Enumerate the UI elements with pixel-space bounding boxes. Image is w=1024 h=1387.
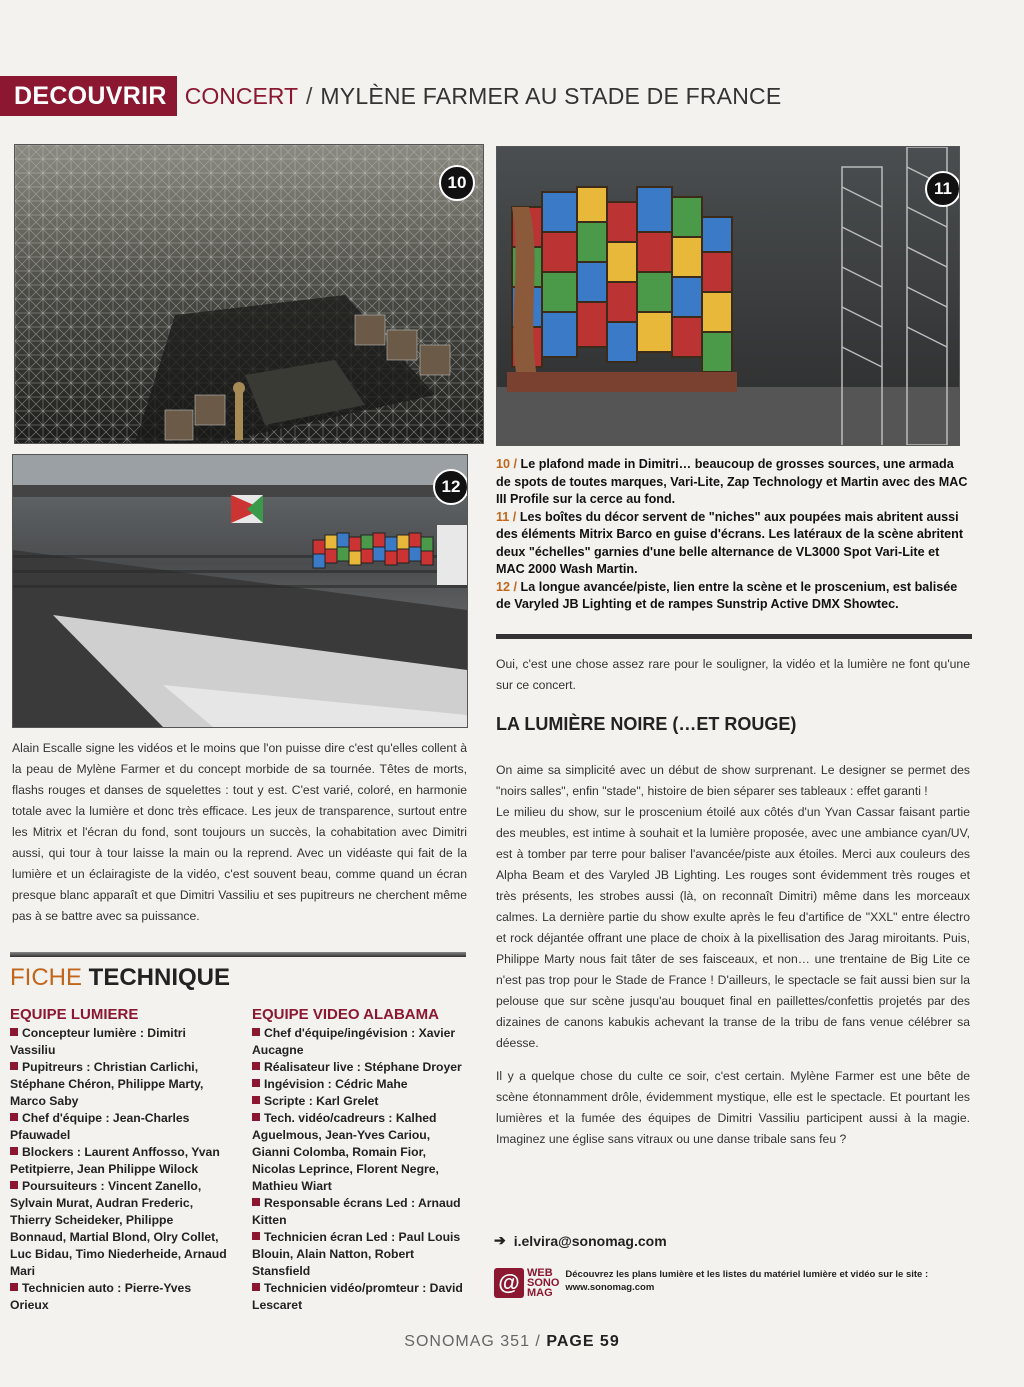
credit-item: Technicien écran Led : Paul Louis Blouin, Alain Natton, Robert Stansfield — [252, 1230, 461, 1278]
fiche-divider — [10, 952, 466, 957]
credit-item: Concepteur lumière : Dimitri Vassiliu — [10, 1026, 186, 1057]
caption-divider — [496, 634, 972, 639]
bullet-square-icon — [252, 1028, 260, 1036]
equipe-video-column — [252, 1006, 466, 1314]
page-footer: SONOMAG 351 / PAGE 59 — [404, 1333, 620, 1350]
photo-number-badge: 11 — [925, 171, 960, 207]
bullet-square-icon — [10, 1181, 18, 1189]
bullet-square-icon — [10, 1147, 18, 1155]
photo-12-runway — [12, 454, 468, 728]
credit-item: Technicien vidéo/promteur : David Lescaret — [252, 1281, 463, 1312]
section-subheading: LA LUMIÈRE NOIRE (…ET ROUGE) — [496, 714, 797, 734]
caption-10: 10 / Le plafond made in Dimitri… beaucoup de grosses sources, une armada de spots de toutes marques, Vari-Lite, Zap Technology et Martin avec des MAC III Profile sur la cerce au fond. — [496, 457, 968, 506]
author-email-link[interactable]: i.elvira@sonomag.com — [513, 1232, 667, 1249]
photo-10-ceiling-rig — [14, 144, 484, 444]
credit-item: Technicien auto : Pierre-Yves Orieux — [10, 1281, 192, 1312]
web-sonomag-box — [494, 1268, 955, 1298]
photo-10-image — [15, 145, 483, 443]
credit-item: Chef d'équipe : Jean-Charles Pfauwadel — [10, 1111, 190, 1142]
credit-item: Chef d'équipe/ingévision : Xavier Aucagne — [252, 1026, 456, 1057]
right-article-text — [496, 760, 970, 1150]
websonomag-logo — [494, 1268, 559, 1298]
credit-item: Blockers : Laurent Anffosso, Yvan Petitpierre, Jean Philippe Wilock — [10, 1145, 220, 1176]
credit-item: Pupitreurs : Christian Carlichi, Stéphane Chéron, Philippe Marty, Marco Saby — [10, 1060, 204, 1108]
left-article-text: Alain Escalle signe les vidéos et le moins que l'on puisse dire c'est qu'elles collent à la peau de Mylène Farmer et du concept morbide de sa tournée. Têtes de morts, flashs rouges et danses de squelettes : tout y est. C'est varié, coloré, en harmonie totale avec la lumière et donc très efficace. Les jeux de transparence, surtout entre les Mitrix et l'écran du fond, sont toujours un succès, la cohabitation avec Dimitri aussi, qui tour à tour laisse la main ou la reprend. Avec un vidéaste qui fait de la lumière et un éclairagiste de la vidéo, c'est souvent beau, comme quand un écran presque blanc apparaît et que Dimitri Vassiliu et ses pupitreurs ne cherchent même pas à se battre avec sa puissance. — [12, 741, 467, 923]
credit-item: Tech. vidéo/cadreurs : Kalhed Aguelmous, Jean-Yves Cariou, Gianni Colomba, Romain Fior, Nicolas Leprince, Florent Negre, Mathieu Wiart — [252, 1111, 439, 1193]
equipe-video-title: EQUIPE VIDEO ALABAMA — [252, 1006, 439, 1023]
section-tag: DECOUVRIR — [0, 76, 177, 116]
bullet-square-icon — [252, 1232, 260, 1240]
photo-11-stage-boxes — [496, 146, 960, 446]
web-promo-text: Découvrez les plans lumière et les listes du matériel lumière et vidéo sur le site : www.sonomag.com — [565, 1268, 955, 1294]
intro-paragraph: Oui, c'est une chose assez rare pour le souligner, la vidéo et la lumière ne font qu'une sur ce concert. — [496, 657, 970, 692]
bullet-square-icon — [252, 1079, 260, 1087]
equipe-lumiere-column — [10, 1006, 228, 1314]
bullet-square-icon — [252, 1096, 260, 1104]
bullet-square-icon — [10, 1113, 18, 1121]
at-sign-icon: @ — [494, 1268, 524, 1298]
bullet-square-icon — [10, 1028, 18, 1036]
bullet-square-icon — [252, 1062, 260, 1070]
equipe-lumiere-title: EQUIPE LUMIERE — [10, 1006, 139, 1023]
photo-number-badge: 10 — [439, 165, 475, 201]
magazine-issue: SONOMAG 351 — [404, 1333, 530, 1350]
credit-item: Poursuiteurs : Vincent Zanello, Sylvain Murat, Audran Frederic, Thierry Scheideker, Philippe Bonnaud, Martial Blond, Olry Collet, Luc Bidau, Timo Niederheide, Arnaud Mari — [10, 1179, 227, 1278]
fiche-technique-title: FICHE TECHNIQUE — [10, 964, 231, 991]
page-title: MYLÈNE FARMER AU STADE DE FRANCE — [320, 82, 782, 109]
caption-11: 11 / Les boîtes du décor servent de "niches" aux poupées mais abritent aussi des éléments Mitrix Barco en guise d'écrans. Les latéraux de la scène abritent deux "échelles" garnies d'une belle alternance de VL3000 Spot Vari-Lite et MAC 2000 Wash Martin. — [496, 509, 964, 576]
page-header — [0, 76, 781, 116]
caption-12: 12 / La longue avancée/piste, lien entre la scène et le proscenium, est balisée de Varyled JB Lighting et de rampes Sunstrip Active DMX Showtec. — [496, 579, 958, 611]
header-separator: / — [306, 82, 313, 109]
credit-item: Scripte : Karl Grelet — [252, 1093, 466, 1110]
logo-wordmark: WEB SONO MAG — [527, 1267, 560, 1299]
page-number: PAGE 59 — [546, 1333, 620, 1350]
photo-captions — [496, 456, 970, 614]
credit-item: Ingévision : Cédric Mahe — [252, 1076, 466, 1093]
bullet-square-icon — [252, 1283, 260, 1291]
bullet-square-icon — [10, 1062, 18, 1070]
bullet-square-icon — [252, 1198, 260, 1206]
category-label: CONCERT — [184, 82, 299, 109]
website-link[interactable]: www.sonomag.com — [565, 1282, 655, 1293]
photo-12-image — [13, 455, 467, 727]
credit-item: Responsable écrans Led : Arnaud Kitten — [252, 1196, 461, 1227]
paragraph: Il y a quelque chose du culte ce soir, c'est certain. Mylène Farmer est une bête de scène étonnamment drôle, évidemment mystique, elle est le spectacle. Et pourtant les lumières et la fumée des équipes de Dimitri Vassiliu participent aussi à la magie. Imaginez une église sans vitraux ou une danse tribale sans feu ? — [496, 1069, 970, 1146]
photo-number-badge: 12 — [433, 469, 468, 505]
author-contact — [494, 1232, 667, 1249]
paragraph: Le milieu du show, sur le proscenium étoilé aux côtés d'un Yvan Cassar faisant partie des meubles, est intime à souhait et la lumière proposée, avec une ambiance cyan/UV, est à tomber par terre pour baliser l'avancée/piste aux étoiles. Merci aux couleurs des Alpha Beam et des Varyled JB Lighting. Les rouges sont évidemment très rouges et très présents, les strobes aussi (là, on reconnaît Dimitri) même dans les morceaux calmes. La dernière partie du show exulte après le feu d'artifice de "XXL" entre électro et rock déjantée offrant une place de choix à la pixellisation des Jarag miroitants. Puis, Philippe Marty nous fait tâter de ses faisceaux, et non… une trentaine de Big Lite ce n'est pas trop pour le Stade de France ! D'ailleurs, le spectacle se fait aussi bien sur la pelouse que sur scène jusqu'au bouquet final en paillettes/confettis projetés par des dizaines de canons kabukis achevant la transe de la tribu de fans venue célébrer sa déesse. — [496, 805, 970, 1050]
bullet-square-icon — [252, 1113, 260, 1121]
paragraph: On aime sa simplicité avec un début de show surprenant. Le designer se permet des "noirs salles", enfin "stade", histoire de bien séparer ses tableaux : effet garanti ! — [496, 763, 970, 798]
bullet-square-icon — [10, 1283, 18, 1291]
arrow-right-icon: ➔ — [494, 1232, 506, 1248]
credit-item: Réalisateur live : Stéphane Droyer — [252, 1059, 466, 1076]
photo-11-image — [497, 147, 959, 445]
